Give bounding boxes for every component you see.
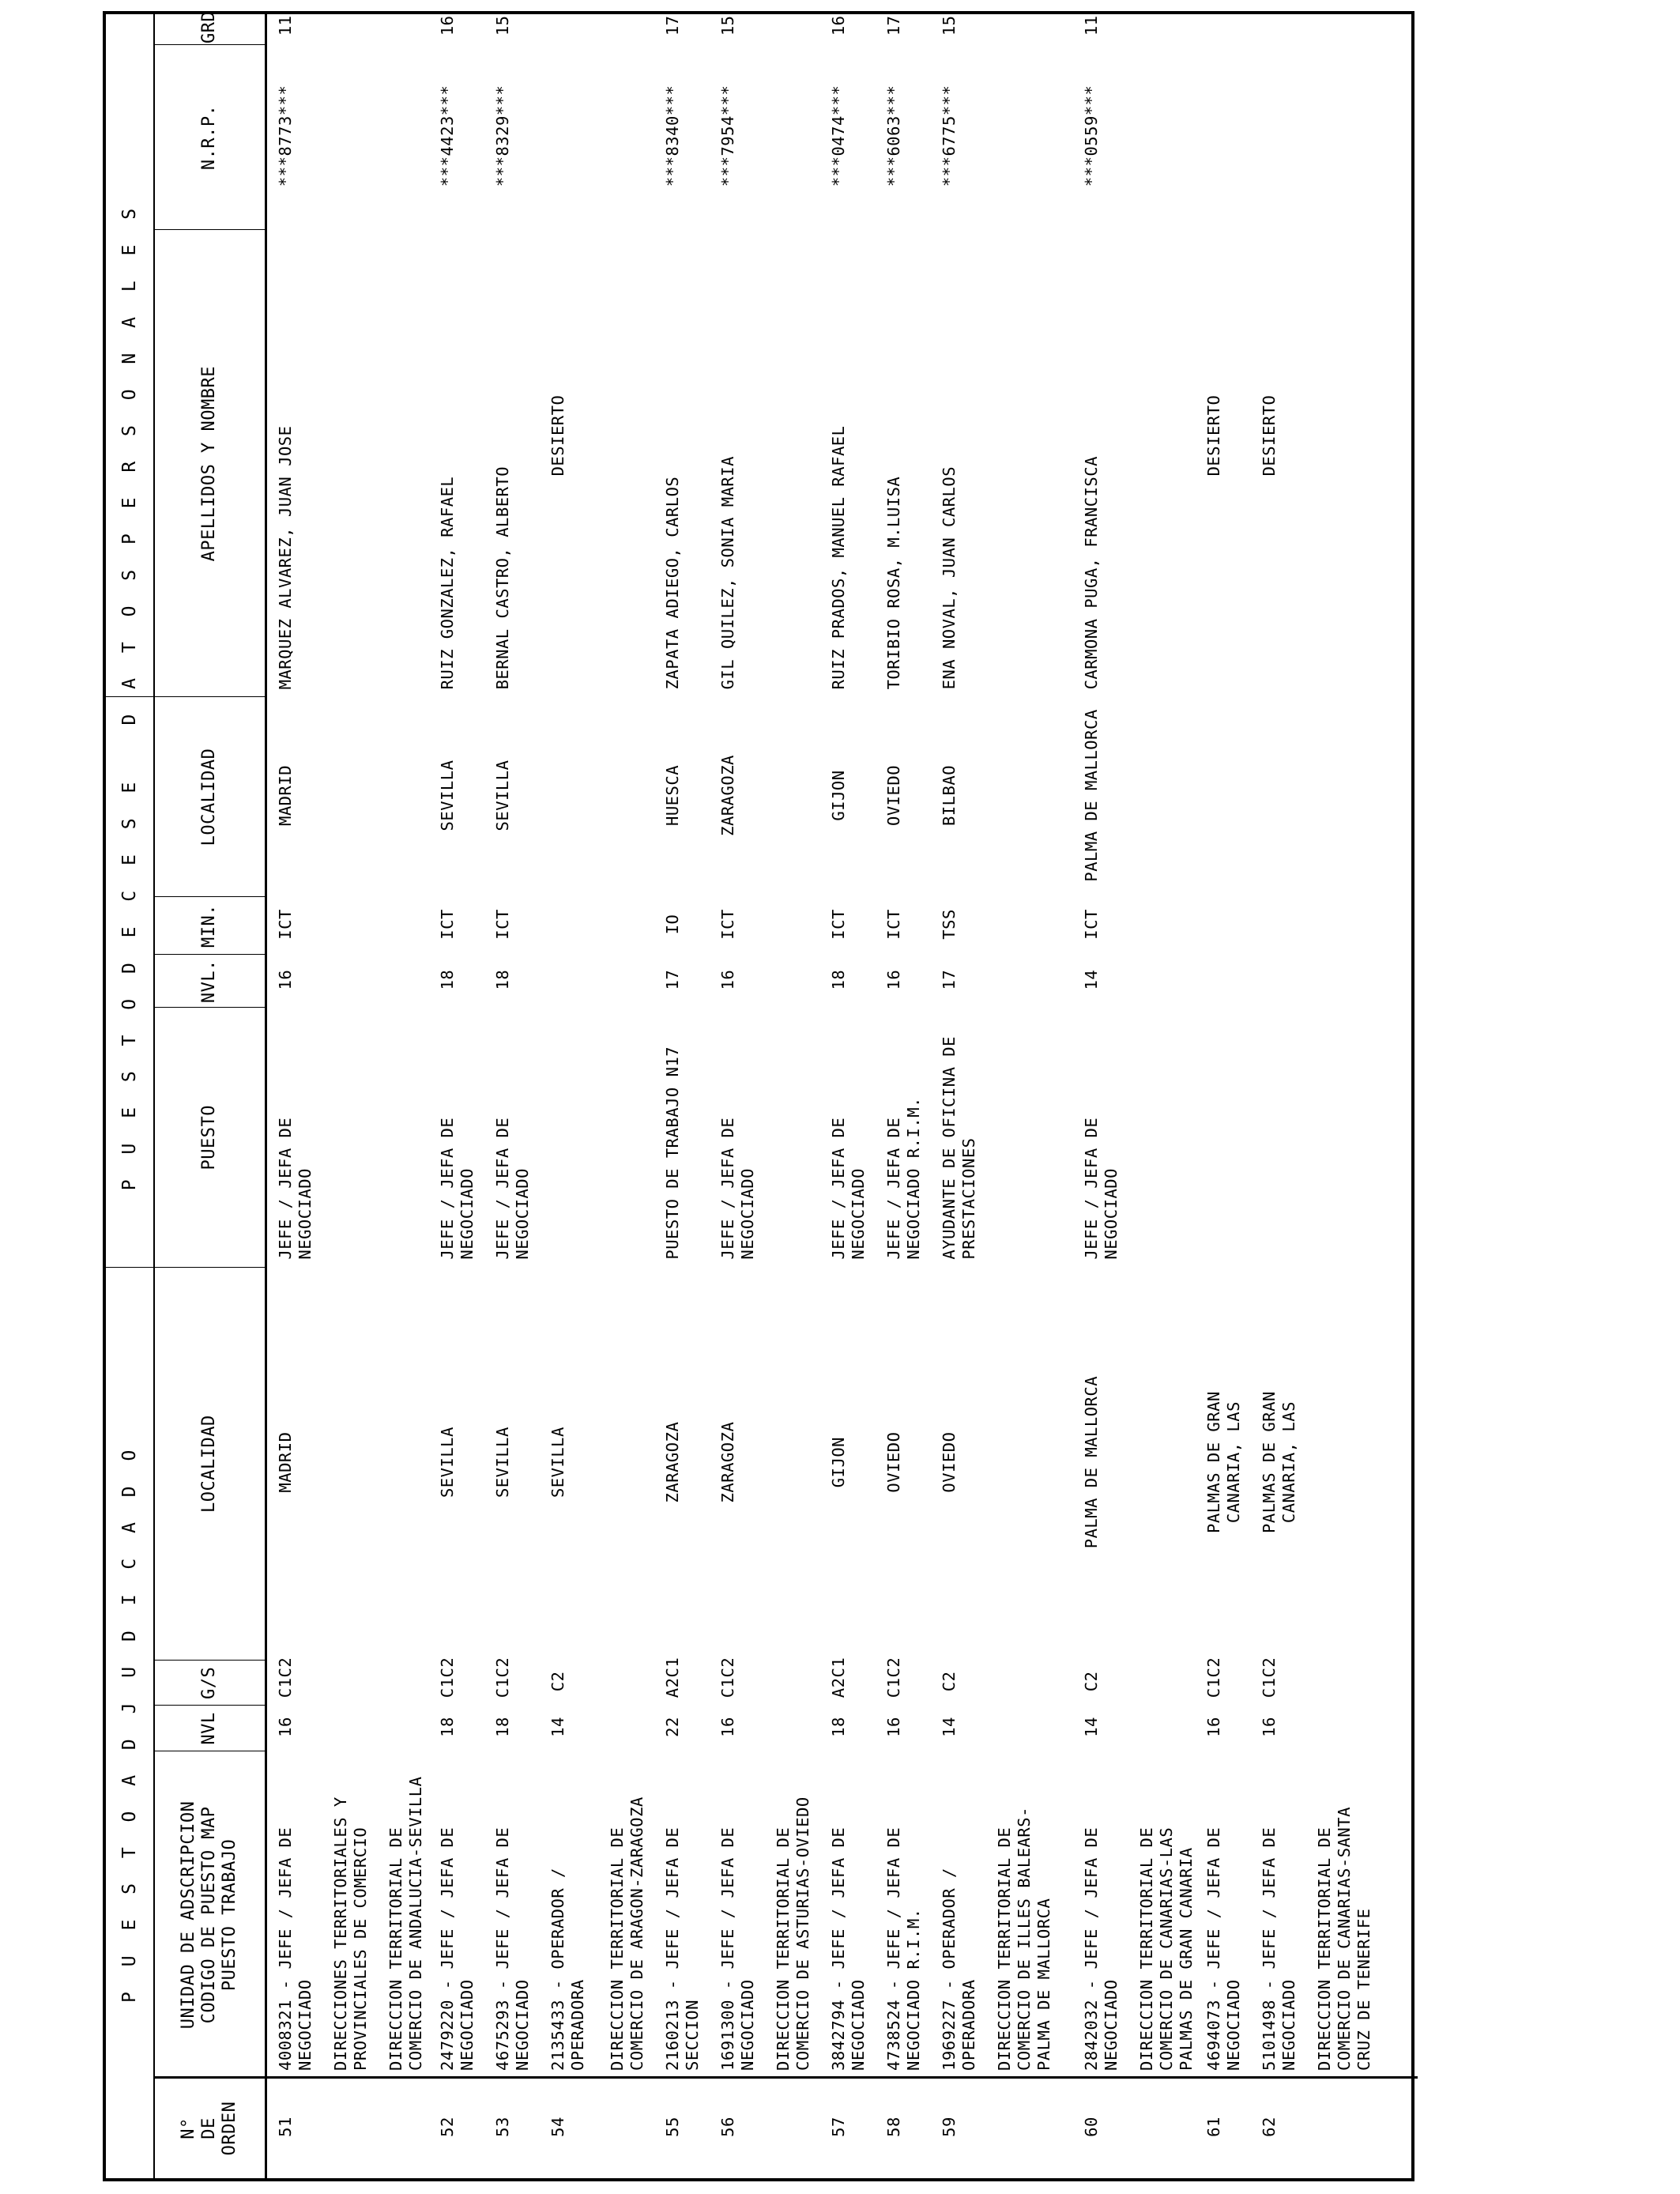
cell-nrp: ***6063***: [884, 85, 903, 187]
cell-loc: ZARAGOZA: [718, 1421, 737, 1503]
table-row: [438, 14, 493, 2178]
group-header-puesto-adjudicado: P U E S T O A D J U D I C A D O: [119, 1442, 140, 2003]
cell-nombre: ZAPATA ADIEGO, CARLOS: [663, 476, 682, 690]
cell-nvl: 16: [1204, 1717, 1223, 1737]
cell-loc-c: ZARAGOZA: [718, 755, 737, 836]
table-row: [1260, 14, 1315, 2178]
cell-unidad: DIRECCION TERRITORIAL DE COMERCIO DE CANARIAS-SANTA CRUZ DE TENERIFE: [1315, 1807, 1373, 2071]
cell-nvl: 14: [1082, 1717, 1101, 1737]
table-row: [548, 14, 604, 2178]
cell-orden: 62: [1260, 2117, 1279, 2137]
cell-orden: 60: [1082, 2117, 1101, 2137]
cell-nombre: ENA NOVAL, JUAN CARLOS: [940, 466, 959, 690]
cell-nvl-c: 17: [940, 969, 959, 990]
assignment-table: [103, 11, 1414, 2181]
cell-loc-c: MADRID: [276, 764, 295, 827]
cell-unidad: 2160213 - JEFE / JEFA DE SECCION: [663, 1826, 702, 2071]
cell-min: ICT: [493, 909, 512, 940]
cell-unidad: 4675293 - JEFE / JEFA DE NEGOCIADO: [493, 1826, 532, 2071]
cell-gs: C1C2: [1260, 1657, 1279, 1698]
cell-gs: C2: [1082, 1671, 1101, 1692]
cell-gs: A2C1: [663, 1657, 682, 1698]
cell-unidad: DIRECCION TERRITORIAL DE COMERCIO DE ASTURIAS-OVIEDO: [774, 1796, 812, 2071]
cell-nvl: 16: [1260, 1717, 1279, 1737]
header-apellidos-nombre: APELLIDOS Y NOMBRE: [198, 365, 219, 562]
cell-nvl: 16: [276, 1717, 295, 1737]
cell-loc: MADRID: [276, 1431, 295, 1493]
cell-gs: C2: [940, 1671, 959, 1692]
cell-loc: GIJON: [829, 1436, 848, 1488]
group-header-datos-personales: D A T O S P E R S O N A L E S: [119, 201, 140, 726]
table-row: [829, 14, 884, 2178]
cell-nrp: ***0559***: [1082, 85, 1101, 187]
cell-loc: SEVILLA: [548, 1427, 567, 1498]
cell-orden: 56: [718, 2117, 737, 2137]
cell-min: ICT: [829, 909, 848, 940]
cell-unidad: DIRECCION TERRITORIAL DE COMERCIO DE ANDALUCIA-SEVILLA: [386, 1776, 425, 2071]
header-column-rule: [153, 1705, 265, 1706]
cell-grd: 15: [493, 15, 512, 36]
cell-min: ICT: [276, 909, 295, 940]
table-row: [1315, 14, 1373, 2178]
cell-loc: PALMAS DE GRAN CANARIA, LAS: [1204, 1391, 1243, 1533]
cell-loc-c: SEVILLA: [493, 760, 512, 831]
cell-orden: 55: [663, 2117, 682, 2137]
header-nrp: N.R.P.: [198, 104, 219, 171]
table-row: [1082, 14, 1137, 2178]
cell-unidad: 4738524 - JEFE / JEFA DE NEGOCIADO R.I.M.: [884, 1826, 923, 2071]
cell-puesto-c: JEFE / JEFA DE NEGOCIADO R.I.M.: [884, 1097, 923, 1260]
header-nvl-cese: NVL.: [198, 959, 219, 1004]
cell-min: ICT: [1082, 909, 1101, 940]
cell-unidad: 2479220 - JEFE / JEFA DE NEGOCIADO: [438, 1826, 477, 2071]
cell-unidad: DIRECCION TERRITORIAL DE COMERCIO DE ARAGON-ZARAGOZA: [608, 1796, 646, 2071]
cell-nrp: ***4423***: [438, 85, 457, 187]
cell-nrp: ***7954***: [718, 85, 737, 187]
table-row: [995, 14, 1053, 2178]
cell-loc-c: GIJON: [829, 770, 848, 821]
cell-nrp: ***8340***: [663, 85, 682, 187]
cell-nombre: RUIZ PRADOS, MANUEL RAFAEL: [829, 425, 848, 690]
cell-gs: A2C1: [829, 1657, 848, 1698]
cell-unidad: 1969227 - OPERADOR / OPERADORA: [940, 1868, 978, 2071]
cell-puesto-c: JEFE / JEFA DE NEGOCIADO: [1082, 1117, 1121, 1260]
header-orden: N° DE ORDEN: [178, 2101, 239, 2156]
cell-unidad: 4008321 - JEFE / JEFA DE NEGOCIADO: [276, 1826, 315, 2071]
cell-min: ICT: [718, 909, 737, 940]
table-row: [1137, 14, 1196, 2178]
table-row: [884, 14, 940, 2178]
header-localidad-cese: LOCALIDAD: [198, 748, 219, 846]
cell-nvl-c: 18: [438, 969, 457, 990]
header-column-rule: [106, 1267, 265, 1268]
cell-unidad: 1691300 - JEFE / JEFA DE NEGOCIADO: [718, 1826, 757, 2071]
cell-min: IO: [663, 914, 682, 935]
cell-grd: 17: [884, 15, 903, 36]
header-column-rule: [153, 954, 265, 955]
cell-grd: 17: [663, 15, 682, 36]
cell-orden: 51: [276, 2117, 295, 2137]
cell-puesto-c: JEFE / JEFA DE NEGOCIADO: [718, 1117, 757, 1260]
cell-loc-c: BILBAO: [940, 764, 959, 827]
cell-loc: OVIEDO: [884, 1431, 903, 1493]
header-localidad-adjudicado: LOCALIDAD: [198, 1415, 219, 1513]
cell-orden: 53: [493, 2117, 512, 2137]
cell-grd: 11: [276, 15, 295, 36]
cell-loc: OVIEDO: [940, 1431, 959, 1493]
cell-unidad: 3842794 - JEFE / JEFA DE NEGOCIADO: [829, 1826, 868, 2071]
cell-gs: C1C2: [493, 1657, 512, 1698]
cell-gs: C1C2: [884, 1657, 903, 1698]
header-column-rule: [153, 1660, 265, 1661]
cell-nvl: 14: [548, 1717, 567, 1737]
cell-nvl-c: 17: [663, 969, 682, 990]
header-column-rule: [106, 696, 265, 697]
table-row: [940, 14, 995, 2178]
table-row: [386, 14, 442, 2178]
table-row: [276, 14, 331, 2178]
cell-nombre: DESIERTO: [1204, 394, 1223, 477]
header-column-rule: [153, 1007, 265, 1008]
cell-orden: 54: [548, 2117, 567, 2137]
header-column-rule: [153, 44, 265, 45]
cell-unidad: DIRECCION TERRITORIAL DE COMERCIO DE ILLES BALEARS- PALMA DE MALLORCA: [995, 1807, 1053, 2071]
cell-orden: 58: [884, 2117, 903, 2137]
cell-nombre: GIL QUILEZ, SONIA MARIA: [718, 456, 737, 690]
table-row: [1204, 14, 1260, 2178]
cell-unidad: DIRECCION TERRITORIAL DE COMERCIO DE CANARIAS-LAS PALMAS DE GRAN CANARIA: [1137, 1826, 1196, 2071]
cell-orden: 52: [438, 2117, 457, 2137]
cell-nvl: 18: [493, 1717, 512, 1737]
cell-loc: PALMAS DE GRAN CANARIA, LAS: [1260, 1391, 1298, 1533]
cell-unidad: 5101498 - JEFE / JEFA DE NEGOCIADO: [1260, 1826, 1298, 2071]
header-puesto-cese: PUESTO: [198, 1105, 219, 1171]
cell-grd: 11: [1082, 15, 1101, 36]
cell-nombre: TORIBIO ROSA, M.LUISA: [884, 476, 903, 690]
cell-orden: 61: [1204, 2117, 1223, 2137]
header-gs: G/S: [198, 1666, 219, 1700]
cell-min: TSS: [940, 909, 959, 940]
cell-nvl-c: 16: [276, 969, 295, 990]
cell-nombre: DESIERTO: [1260, 394, 1279, 477]
header-column-rule: [153, 229, 265, 230]
cell-nvl-c: 18: [829, 969, 848, 990]
cell-nvl: 18: [829, 1717, 848, 1737]
cell-puesto-c: JEFE / JEFA DE NEGOCIADO: [276, 1117, 315, 1260]
header-column-rule: [153, 896, 265, 897]
header-bottom-rule: [265, 14, 267, 2178]
cell-nrp: ***6775***: [940, 85, 959, 187]
cell-grd: 16: [829, 15, 848, 36]
cell-gs: C1C2: [1204, 1657, 1223, 1698]
cell-puesto-c: JEFE / JEFA DE NEGOCIADO: [438, 1117, 477, 1260]
table-row: [663, 14, 718, 2178]
cell-gs: C1C2: [438, 1657, 457, 1698]
cell-loc-c: HUESCA: [663, 764, 682, 827]
cell-puesto-c: JEFE / JEFA DE NEGOCIADO: [493, 1117, 532, 1260]
cell-puesto-c: AYUDANTE DE OFICINA DE PRESTACIONES: [940, 1036, 978, 1260]
cell-nvl: 22: [663, 1717, 682, 1737]
cell-orden: 57: [829, 2117, 848, 2137]
cell-min: ICT: [438, 909, 457, 940]
table-row: [493, 14, 548, 2178]
cell-gs: C1C2: [718, 1657, 737, 1698]
cell-loc-c: OVIEDO: [884, 764, 903, 827]
cell-nvl: 16: [718, 1717, 737, 1737]
header-grd: GRD: [198, 10, 219, 43]
cell-loc-c: PALMA DE MALLORCA: [1082, 709, 1101, 882]
table-row: [331, 14, 386, 2178]
header-min: MIN.: [198, 903, 219, 948]
cell-loc: PALMA DE MALLORCA: [1082, 1375, 1101, 1549]
cell-nombre: DESIERTO: [548, 394, 567, 477]
cell-gs: C2: [548, 1671, 567, 1692]
cell-min: ICT: [884, 909, 903, 940]
cell-loc: SEVILLA: [493, 1427, 512, 1498]
cell-nvl-c: 14: [1082, 969, 1101, 990]
cell-grd: 15: [940, 15, 959, 36]
cell-unidad: 2842032 - JEFE / JEFA DE NEGOCIADO: [1082, 1826, 1121, 2071]
cell-nrp: ***8329***: [493, 85, 512, 187]
cell-gs: C1C2: [276, 1657, 295, 1698]
cell-nombre: CARMONA PUGA, FRANCISCA: [1082, 456, 1101, 690]
cell-nvl-c: 16: [884, 969, 903, 990]
table-row: [718, 14, 774, 2178]
cell-puesto-c: JEFE / JEFA DE NEGOCIADO: [829, 1117, 868, 1260]
cell-nombre: RUIZ GONZALEZ, RAFAEL: [438, 476, 457, 690]
cell-unidad: 4694073 - JEFE / JEFA DE NEGOCIADO: [1204, 1826, 1243, 2071]
header-rule: [153, 14, 155, 2178]
cell-nvl: 18: [438, 1717, 457, 1737]
cell-nombre: MARQUEZ ALVAREZ, JUAN JOSE: [276, 425, 295, 690]
cell-nvl: 16: [884, 1717, 903, 1737]
cell-unidad: 2135433 - OPERADOR / OPERADORA: [548, 1868, 587, 2071]
cell-loc-c: SEVILLA: [438, 760, 457, 831]
cell-grd: 15: [718, 15, 737, 36]
cell-nvl-c: 18: [493, 969, 512, 990]
cell-grd: 16: [438, 15, 457, 36]
cell-nrp: ***0474***: [829, 85, 848, 187]
cell-nrp: ***8773***: [276, 85, 295, 187]
cell-nombre: BERNAL CASTRO, ALBERTO: [493, 466, 512, 690]
cell-puesto-c: PUESTO DE TRABAJO N17: [663, 1046, 682, 1260]
cell-nvl: 14: [940, 1717, 959, 1737]
cell-loc: ZARAGOZA: [663, 1421, 682, 1503]
table-row: [608, 14, 663, 2178]
cell-orden: 59: [940, 2117, 959, 2137]
header-unidad: UNIDAD DE ADSCRIPCION CODIGO DE PUESTO MAP PUESTO TRABAJO: [178, 1800, 239, 2030]
cell-loc: SEVILLA: [438, 1427, 457, 1498]
header-nvl: NVL: [198, 1712, 219, 1745]
cell-unidad: DIRECCIONES TERRITORIALES Y PROVINCIALES DE COMERCIO: [331, 1796, 370, 2071]
cell-nvl-c: 16: [718, 969, 737, 990]
table-row: [774, 14, 829, 2178]
group-header-puesto-cese: P U E S T O D E C E S E: [119, 775, 140, 1191]
